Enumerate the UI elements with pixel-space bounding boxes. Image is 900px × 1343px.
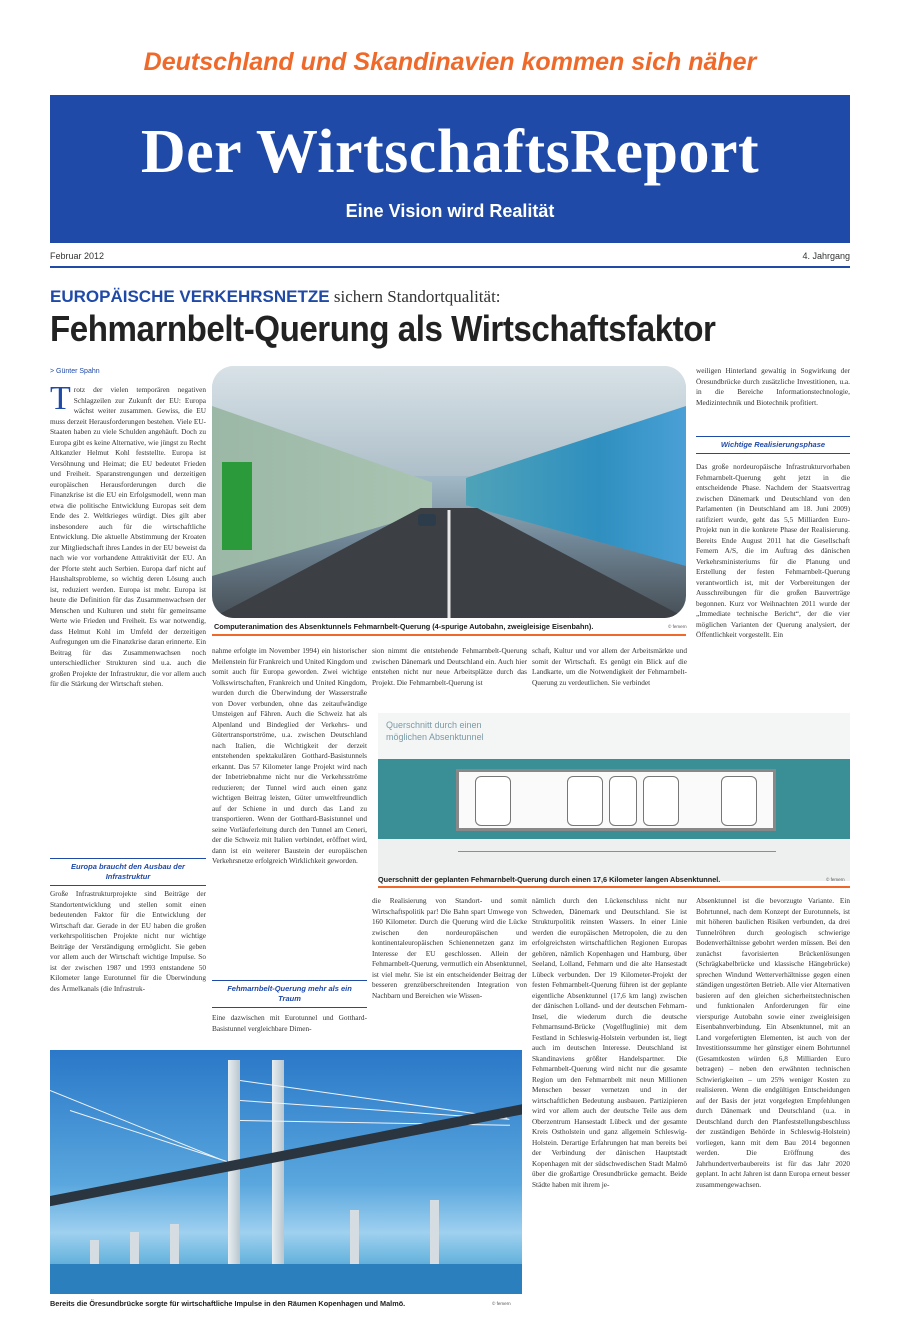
header-rule — [50, 266, 850, 268]
subhead-fehmarn: Fehmarnbelt-Querung mehr als ein Traum — [212, 980, 367, 1008]
article-column-2 — [212, 646, 367, 966]
article-column-7 — [532, 896, 687, 1310]
issue-volume: 4. Jahrgang — [802, 251, 850, 261]
tunnel-rendering-photo — [212, 366, 686, 618]
article-text: rotz der vielen temporären negativen Schlagzeilen zur Zukunft der EU: Europa wächst weiter zusammen. Gewiss, die EU muss derzeit Herausforderungen bestehen. Viele EU-Staaten haben zu viele Schulden angehäuft. Doch zu Europa gibt es keine Alternative, wie jüngst zu Recht Altkanzler Helmut Kohl feststellte. Europa ist Versöhnung und Heimat; die EU bedeutet Frieden und Freiheit. Sparanstrengungen und derzeitigen europäischen Herausforderungen durch die Finanzkrise ist die EU ein Erfolgsmodell, wenn man etwa die politische Entwicklung Europas seit dem Ende des 2. Weltkrieges würdigt. Dies gilt aber insbesondere auch für die wirtschaftliche Entwicklung. Die aktuelle Abstimmung der Kroaten zur Mitgliedschaft ihres Landes in der EU beweist da nach wie vor vorhandene Attraktivität der EU. An der Pforte steht auch Serbien. Europa darf nicht auf Haushaltsprobleme, so wichtig deren Lösung auch ist, reduziert werden. Europa ist mehr. Europa ist heute die Definition für das Zusammenwachsen der Menschen und Kulturen und steht für gemeinsame Werte wie Frieden und Freiheit. Es war notwendig, dass Helmut Kohl im Umfeld der derzeitigen Aufregungen um die Finanzkrise daran erinnerte. Ein Beitrag für das Zusammenwachsen noch unterschiedlicher Strukturen sind u.a. auch die großen Projekte der Infrastruktur, die vor allem auch für die Stärkung der Wirtschaft stehen. — [50, 385, 206, 688]
bridge-credit: © femern — [492, 1301, 511, 1306]
dropcap: T — [50, 385, 71, 417]
bridge-cable — [70, 1110, 227, 1162]
article-text: die Realisierung von Standort- und somit Wirtschaftspolitik par! Die Bahn spart Umwege von 160 Kilometer. Durch die Querung wird die Lücke zwischen den nordeuropäischen und kontinentaleuropäischen Schienennetzen ganz im Interesse der EU geschlossen. Allein der Fehmarnbelt-Querung, vermutlich ein Absenktunnel, ist viel mehr. Sie ist ein entscheidender Beitrag der besseren grenzüberschreitenden Integration von Nachbarn und Bereichen wie Wissen- — [372, 896, 527, 1000]
article-column-1 — [50, 385, 206, 850]
article-column-3 — [372, 646, 527, 702]
article-text: nämlich durch den Lückenschluss nicht nur Schweden, Dänemark und Deutschland. Sie ist Strukturpolitik reinsten Wassers. In einer Linie werden die europäischen Metropolen, die zu den erfolgreichsten wirtschaftlichen Regionen Europas gehören, nämlich Kopenhagen und Hamburg, über Seeland, Lolland, Fehmarn und die alte Hansestadt Lübeck verbunden. Der 19 Kilometer-Projekt der festen Fehmarnbelt-Querung führen ist der geplante eigentliche Absenktunnel (17,6 km lang) zwischen der dänischen Lolland- und der deutschen Fehmarn-Insel, die wiederum durch die deutsche Fehmarnsund-Brücke (Vogelfluglinie) mit dem Festland in Schleswig-Holstein verbunden ist, liegt auch im deutschen Interesse. Deutschland ist Skandinaviens größter Handelspartner. Die Fehmarnbelt-Querung wird nicht nur die gesamte Region um den Fehmarnbelt mit neun Millionen Menschen besser vernetzen und in der wirtschaftlichen Bedeutung ausbauen. Partizipieren wird vor allem auch der deutsche Teile aus dem Oberzentrum Hansestadt Lübeck und der gesamte Kreis Ostholstein und ganz allgemein Schleswig-Holstein. Derartige Erfahrungen hat man bereits bei der Verbindung der dänischen Hauptstadt Kopenhagen mit der südschwedischen Stadt Malmö über die großartige Öresundbrücke gemacht. Beide Städte haben mit ihrem je- — [532, 896, 687, 1189]
caption-rule — [212, 634, 686, 636]
headline: Fehmarnbelt-Querung als Wirtschaftsfaktor — [50, 308, 716, 349]
subhead-realization: Wichtige Realisierungsphase — [696, 436, 850, 454]
article-column-6 — [372, 896, 527, 1046]
emergency-door — [222, 462, 252, 550]
issue-date: Februar 2012 — [50, 251, 105, 261]
caption-tunnel: Computeranimation des Absenktunnels Fehmarnbelt-Querung (4-spurige Autobahn, zweigleisige Eisenbahn). — [214, 622, 594, 631]
article-column-5b — [696, 462, 850, 706]
newspaper-name: Der WirtschaftsReport — [140, 118, 760, 186]
article-text: sion nimmt die entstehende Fehmarnbelt-Querung zwischen Dänemark und Deutschland ein. Auch hier entstehen nicht nur neue Arbeitsplätze durch das Projekt. Die Fehmarnbelt-Querung ist — [372, 646, 527, 687]
diagram-road-tube — [475, 776, 511, 826]
diagram-dimension-line — [458, 851, 776, 852]
masthead — [50, 95, 850, 243]
author-byline: > Günter Spahn — [50, 368, 100, 375]
article-text: Das große nordeuropäische Infrastrukturvorhaben Fehmarnbelt-Querung geht jetzt in die entscheidende Phase. Nachdem der Staatsvertrag zwischen Dänemark und Deutschland von den Parlamenten (in Deutschland am 18. Juni 2009) ratifiziert wurde, geht das 5,5 Milliarden Euro-Projekt nun in die konkrete Phase der Realisierung. Bereits Ende August 2011 hat die Gesellschaft Femern A/S, die im Auftrag des dänischen Verkehrsministeriums für die Planung und Erstellung der festen Fehmarnbelt-Querung verantwortlich ist, mit der Vorbereitungen der Ausschreibungen für die großen Bauverträge begonnen. Kurz vor Weihnachten 2011 wurde der „Immediate technische Bericht“, der die vier möglichen Varianten der Querung analysiert, der Öffentlichkeit vorgestellt. Ein — [696, 462, 850, 639]
bridge-deck — [50, 1101, 522, 1210]
photo-credit: © femern — [668, 624, 687, 629]
article-column-4 — [532, 646, 687, 702]
subhead-europe: Europa braucht den Ausbau der Infrastruktur — [50, 858, 206, 886]
diagram-rail-tube — [643, 776, 679, 826]
diagram-road-tube — [567, 776, 603, 826]
caption-diagram: Querschnitt der geplanten Fehmarnbelt-Querung durch einen 17,6 Kilometer langen Absenktunnel. — [378, 875, 721, 884]
article-column-2b — [212, 1013, 367, 1045]
diagram-rail-tube — [721, 776, 757, 826]
article-text: Eine dazwischen mit Eurotunnel und Gotthard-Basistunnel vergleichbare Dimen- — [212, 1013, 367, 1033]
article-column-5 — [696, 366, 850, 432]
diagram-tunnel-element — [456, 769, 776, 831]
diagram-title — [386, 719, 484, 743]
car — [418, 514, 436, 526]
sea — [50, 1264, 522, 1294]
bridge-pier — [350, 1210, 359, 1270]
kicker-rest: sichern Standortqualität: — [329, 287, 501, 306]
article-text: Absenktunnel ist die bevorzugte Variante. Ein Bohrtunnel, nach dem Konzept der Eurotunnels, ist mit höheren baulichen Risiken verbunden, da drei Tunnelröhren durch geologisch schwierige Bodenverhältnisse gebohrt werden müssen. Bei den zunächst favorisierten Brückenlösungen (Schrägkabelbrücke und klassische Hängebrücke) sprechen Windund Wetterverhältnisse gegen einen ständigen ungestörten Betrieb. Alle vier Alternativen basieren auf den gleichen sicherheitstechnischen und funktionalen Anforderungen für eine vierspurige Autobahn sowie einer zweigleisigen Eisenbahnverbindung. Ein Absenktunnel, mit an Land vorgefertigten Elementen, ist auch von der Investitionssumme her günstiger einem Bohrtunnel (Gesamtkosten würden 6,8 Milliarden Euro betragen) – neben den erwähnten technischen Schwierigkeiten – um 25% weniger Kosten zu realisieren. Wenn die endgültigen Entscheidungen auf der Basis der jetzt vorgelegten Empfehlungen durch Dänemark und Deutschland (u.a. in Deutschland durch den Planfeststellungsbeschluss der zuständigen Behörde in Schleswig-Holstein) vorliegen, kann mit dem Bau 2014 begonnen werden. Die Eröffnung des Jahrhundertverbaubereits ist für das Jahr 2020 geplant. In acht Jahren ist dann Europa erneut besser zusammengewachsen. — [696, 896, 850, 1189]
caption-rule — [378, 886, 850, 888]
article-text: nahme erfolgte im November 1994) ein historischer Meilenstein für Frankreich und United Kingdom und somit auch für Europa geworden. Zwei wichtige Volkswirtschaften, Frankreich und United Kingdom, wurden durch die Überwindung der Wasserstraße von Dover verbunden, ohne das zeitaufwändige Umsteigen auf Fähren. Auch die Schweiz hat als Alpenland und Bindeglied der Verkehrs- und Gütertransportströme, u.a. zwischen Deutschland nach Italien, die Wichtigkeit der derzeit entstehenden spektakulären Gotthard-Basistunnels erkannt. Das 57 Kilometer lange Projekt wird nach der Inbetriebnahme nicht nur die Verkehrsströme reduzieren; der Tunnel wird auch einen ganz wichtigen Beitrag leisten, Güter umweltfreundlich auf der Schiene in und durch das Land zu transportieren. Wenn der Gotthard-Basistunnel und seine Vorläuferleitung durch den Tunnel am Ceneri, der die Schweiz mit Italien verbindet, eröffnet wird, dann ist ein weiterer Baustein der europäischen Verkehrsnetze erfolgreich Wirklichkeit geworden. — [212, 646, 367, 865]
oresund-bridge-photo — [50, 1050, 522, 1294]
article-text: schaft, Kultur und vor allem der Arbeitsmärkte und somit der Wirtschaft. Es genügt ein Blick auf die Landkarte, um die Notwendigkeit der Fehmarnbelt-Querung zu verdeutlichen. Sie verbindet — [532, 646, 687, 687]
tagline: Deutschland und Skandinavien kommen sich näher — [143, 48, 757, 76]
tunnel-cross-section-diagram — [378, 713, 850, 881]
article-column-1b — [50, 889, 206, 1039]
lane-marking — [448, 510, 451, 618]
diagram-title-line-1: Querschnitt durch einen — [386, 720, 482, 730]
masthead-subtitle: Eine Vision wird Realität — [345, 201, 555, 221]
kicker — [50, 287, 501, 307]
dateline — [50, 251, 850, 261]
article-text: weiligen Hinterland gewaltig in Sogwirkung der Öresundbrücke durch zusätzliche Investitionen, u.a. in die Bereiche Informationstechnologie, Medizintechnik und Biotechnik profitiert. — [696, 366, 850, 407]
bridge-cable — [50, 1090, 222, 1160]
kicker-highlight: EUROPÄISCHE VERKEHRSNETZE — [50, 287, 330, 306]
caption-bridge: Bereits die Öresundbrücke sorgte für wirtschaftliche Impulse in den Räumen Kopenhagen und Malmö. — [50, 1299, 406, 1308]
article-text: Große Infrastrukturprojekte sind Beiträge der Standortentwicklung und stellen somit einen bedeutenden Faktor für die Entwicklung der Wirtschaft dar. Gerade in der EU haben die großen verkehrspolitischen Projekte nicht nur wichtige Beiträge der Verständigung ermöglicht. Sie geben vor allem auch der Wirtschaft wichtige Impulse. So ist der zwischen 1987 und 1993 entstandene 50 Kilometer lange Eurotunnel für die Überwindung des Ärmelkanals (die Infrastruk- — [50, 889, 206, 993]
bridge-pier — [430, 1200, 439, 1270]
diagram-title-line-2: möglichen Absenktunnel — [386, 732, 484, 742]
article-column-8 — [696, 896, 850, 1310]
diagram-service-gallery — [609, 776, 637, 826]
diagram-credit: © femern — [826, 877, 845, 882]
